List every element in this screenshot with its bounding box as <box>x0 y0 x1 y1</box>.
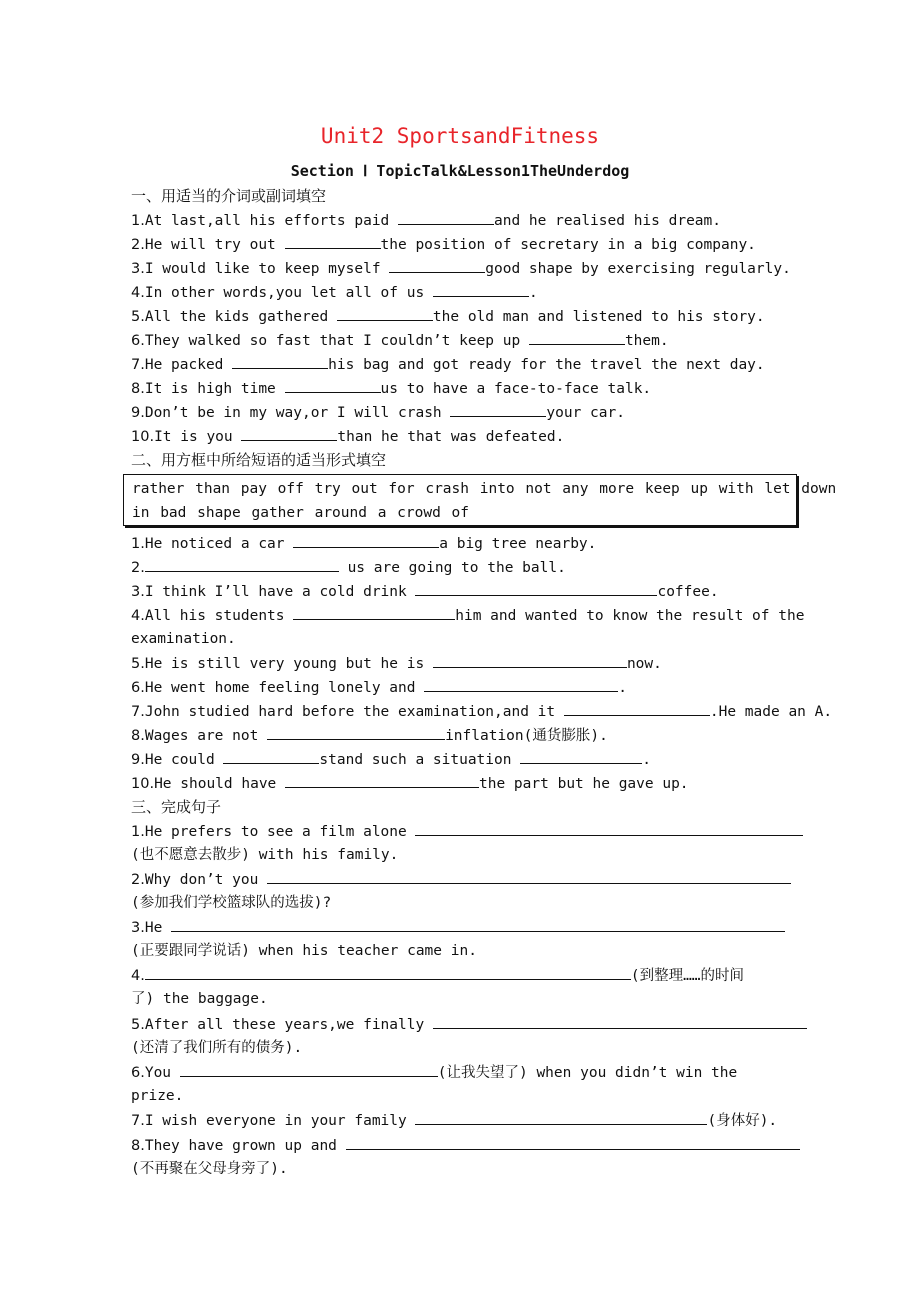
part3-line: (参加我们学校篮球队的选拔)? <box>131 895 332 911</box>
answer-blank[interactable] <box>415 580 657 596</box>
part1-item: 3.I would like to keep myself good shape by exercising regularly. <box>131 257 791 280</box>
answer-blank[interactable] <box>223 748 319 764</box>
part2-item: examination. <box>131 631 236 647</box>
part3-line: 1.He prefers to see a film alone <box>131 820 803 843</box>
answer-blank[interactable] <box>180 1061 438 1077</box>
answer-blank[interactable] <box>145 556 339 572</box>
part2-item: 2. us are going to the ball. <box>131 556 566 579</box>
part2-item: 10.He should have the part but he gave up. <box>131 772 689 795</box>
page-title: Unit2 SportsandFitness <box>320 124 600 148</box>
answer-blank[interactable] <box>285 772 479 788</box>
answer-blank[interactable] <box>285 377 381 393</box>
answer-blank[interactable] <box>293 604 455 620</box>
part1-item: 4.In other words,you let all of us . <box>131 281 538 304</box>
answer-blank[interactable] <box>293 532 439 548</box>
answer-blank[interactable] <box>145 964 631 980</box>
part1-item: 2.He will try out the position of secretary in a big company. <box>131 233 756 256</box>
part1-item: 1.At last,all his efforts paid and he realised his dream. <box>131 209 721 232</box>
part3-line: 5.After all these years,we finally <box>131 1013 807 1036</box>
section-subtitle: Section Ⅰ TopicTalk&Lesson1TheUnderdog <box>290 162 630 180</box>
part2-item: 3.I think I’ll have a cold drink coffee. <box>131 580 719 603</box>
phrase-box <box>123 474 837 526</box>
part2-item: 9.He could stand such a situation . <box>131 748 651 771</box>
part2-item: 4.All his students him and wanted to know the result of the <box>131 604 804 627</box>
answer-blank[interactable] <box>389 257 485 273</box>
answer-blank[interactable] <box>433 652 627 668</box>
part3-line: (不再聚在父母身旁了). <box>131 1161 288 1177</box>
answer-blank[interactable] <box>450 401 546 417</box>
part3-line: 4. (到整理……的时间 <box>131 964 744 987</box>
part3-line: prize. <box>131 1088 184 1104</box>
part1-item: 7.He packed his bag and got ready for the travel the next day. <box>131 353 765 376</box>
answer-blank[interactable] <box>267 868 791 884</box>
part1-item: 9.Don’t be in my way,or I will crash your car. <box>131 401 625 424</box>
answer-blank[interactable] <box>433 1013 807 1029</box>
answer-blank[interactable] <box>337 305 433 321</box>
part1-item: 8.It is high time us to have a face-to-face talk. <box>131 377 651 400</box>
answer-blank[interactable] <box>267 724 445 740</box>
part3-line: 6.You (让我失望了) when you didn’t win the <box>131 1061 737 1084</box>
part2-item: 5.He is still very young but he is now. <box>131 652 662 675</box>
answer-blank[interactable] <box>346 1134 800 1150</box>
answer-blank[interactable] <box>424 676 618 692</box>
part3-heading: 三、完成句子 <box>131 798 222 816</box>
part3-line: (正要跟同学说话) when his teacher came in. <box>131 943 477 959</box>
part3-line: 3.He <box>131 916 785 939</box>
answer-blank[interactable] <box>232 353 328 369</box>
part3-line: (也不愿意去散步) with his family. <box>131 847 399 863</box>
answer-blank[interactable] <box>529 329 625 345</box>
answer-blank[interactable] <box>415 1109 707 1125</box>
part1-item: 5.All the kids gathered the old man and listened to his story. <box>131 305 765 328</box>
part2-heading: 二、用方框中所给短语的适当形式填空 <box>131 451 387 469</box>
part3-line: (还清了我们所有的债务). <box>131 1040 303 1056</box>
answer-blank[interactable] <box>415 820 803 836</box>
part2-item: 8.Wages are not inflation(通货膨胀). <box>131 724 608 747</box>
answer-blank[interactable] <box>171 916 785 932</box>
phrase-box-row: in bad shape gather around a crowd of <box>132 505 470 521</box>
part3-line: 了) the baggage. <box>131 991 268 1007</box>
answer-blank[interactable] <box>241 425 337 441</box>
answer-blank[interactable] <box>285 233 381 249</box>
part2-item: 7.John studied hard before the examination,and it .He made an A. <box>131 700 832 723</box>
phrase-box-row: rather than pay off try out for crash into not any more keep up with let down <box>132 481 837 497</box>
part3-line: 8.They have grown up and <box>131 1134 800 1157</box>
part2-item: 6.He went home feeling lonely and . <box>131 676 627 699</box>
part1-item: 6.They walked so fast that I couldn’t keep up them. <box>131 329 669 352</box>
part3-line: 2.Why don’t you <box>131 868 791 891</box>
answer-blank[interactable] <box>564 700 710 716</box>
answer-blank[interactable] <box>433 281 529 297</box>
part2-item: 1.He noticed a car a big tree nearby. <box>131 532 596 555</box>
part3-line: 7.I wish everyone in your family (身体好). <box>131 1109 777 1132</box>
part1-heading: 一、用适当的介词或副词填空 <box>131 187 327 205</box>
answer-blank[interactable] <box>520 748 642 764</box>
answer-blank[interactable] <box>398 209 494 225</box>
part1-item: 10.It is you than he that was defeated. <box>131 425 564 448</box>
